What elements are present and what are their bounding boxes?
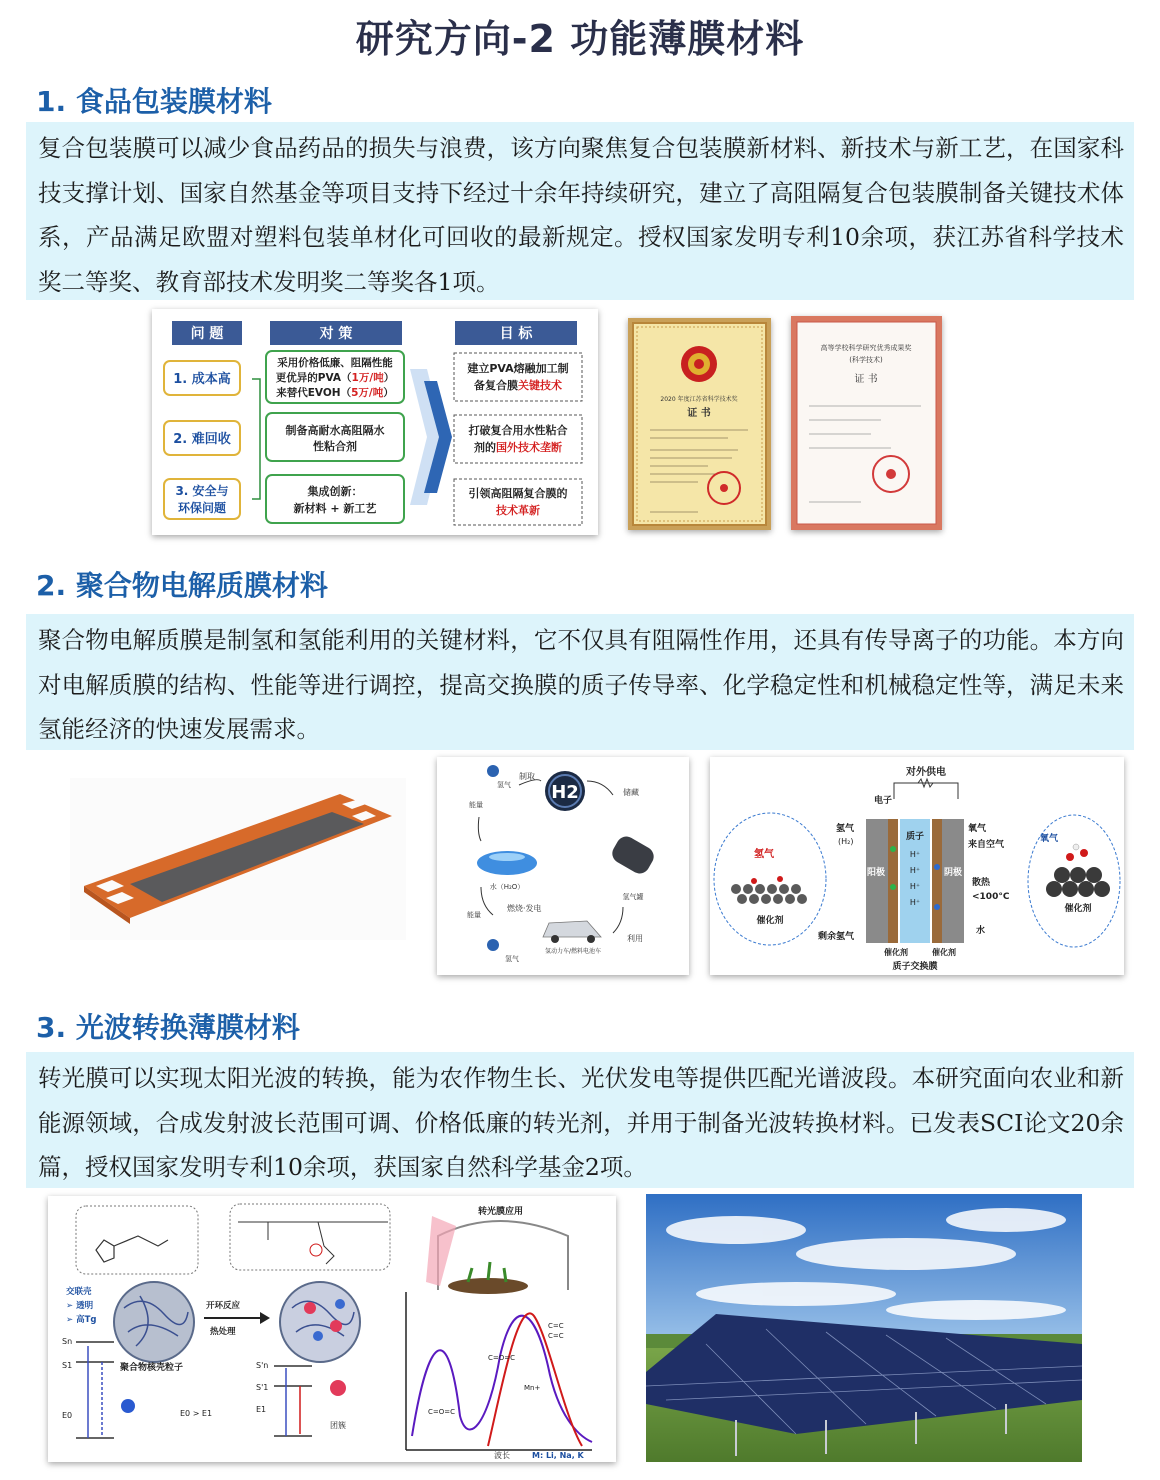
shell-item-1: ➢ 透明 [66,1301,94,1311]
fc-l19: 催化剂 [1064,904,1092,914]
shell-item-2: ➢ 高Tg [66,1315,97,1325]
certificate-moe [791,316,942,530]
energy-sn2: S'n [256,1361,269,1370]
header-problem: 问 题 [190,326,224,342]
strategy-1-line3: 来替代EVOH（5万/吨） [276,387,394,399]
blue-emission-icon [121,1399,135,1413]
app-title: 转光膜应用 [478,1207,524,1217]
goal-1-box [454,353,582,401]
anode-plate [866,819,888,943]
cycle-l3: 能量 [469,801,483,809]
cert2-line1b: (科学技术) [849,356,883,364]
fc-l5: 氧气 [968,824,987,834]
membrane-electrode-photo [70,778,406,940]
group-3: C=C [548,1332,564,1340]
fc-l21: H⁺ [909,866,921,875]
fc-l9: 散热 [972,878,991,888]
page-title: 研究方向-2 功能薄膜材料 [355,17,805,61]
fc-l1: 电子 [873,796,892,806]
reaction-label: 开环反应 [206,1301,241,1311]
header-strategy: 对 策 [319,326,353,342]
cert2-line1: 高等学校科学研究优秀成果奖 [820,344,912,352]
fc-l23: H⁺ [909,898,921,907]
cert2-line2: 证 书 [854,374,878,385]
group-1: C=O=C [428,1408,456,1416]
certificate-jiangsu [628,318,771,530]
problem-1: 1. 成本高 [173,372,231,387]
fc-l13: 催化剂 [884,948,908,957]
cathode-plate [942,819,964,943]
fuel-cell-diagram [710,757,1124,975]
cluster-icon [330,1380,346,1396]
fc-l22: H⁺ [909,882,921,891]
cert1-line2: 证 书 [687,408,711,419]
section-1-text: 复合包装膜可以减少食品药品的损失与浪费，该方向聚焦复合包装膜新材料、新技术与新工艺，在国家科技支撑计划、国家自然基金等项目支持下经过十余年持续研究，建立了高阻隔复合包装膜制备关键技术体系，产品满足欧盟对塑料包装单材化可回收的最新规定。授权国家发明专利10余项，获江苏省科学技术奖二等奖、教育部技术发明奖二等奖各1项。 [26,122,1134,300]
cycle-l7: 能量 [467,911,481,919]
group-2: C=C [548,1322,564,1330]
packaging-strategy-diagram [152,309,598,535]
cycle-l8: 氢气 [505,955,519,963]
heat-label: 热处理 [210,1327,236,1337]
goal-3-box [454,479,582,525]
spectrum-axes [406,1292,592,1450]
section-3-heading: 3. 光波转换薄膜材料 [36,1011,300,1044]
hydrogen-molecule-icon [487,765,499,777]
cluster-label: 团簇 [330,1421,346,1430]
fc-l20: H⁺ [909,850,921,859]
fc-l4: 质子 [905,832,925,842]
strategy-3-line1: 集成创新： [307,485,363,498]
cert1-line1: 2020 年度江苏省科学技术奖 [660,396,738,403]
shell-title: 交联壳 [66,1287,92,1297]
goal-3-line2: 技术革新 [496,504,540,517]
problem-3-line2: 环保问题 [177,501,227,515]
excitation-curve [412,1316,592,1442]
fc-l18: 氧气 [1040,834,1059,844]
section-2-heading: 2. 聚合物电解质膜材料 [36,569,328,602]
cycle-l9: 氢动力车/燃料电池车 [544,948,602,955]
fc-l17: 催化剂 [756,916,784,926]
energy-e1: E1 [256,1405,267,1414]
goal-2-line2: 剂的国外技术垄断 [474,441,562,454]
fc-l0: 对外供电 [906,767,946,778]
fc-l6: 来自空气 [968,840,1005,850]
section-3-text: 转光膜可以实现太阳光波的转换，能为农作物生长、光伏发电等提供匹配光谱波段。本研究面向农业和新能源领域，合成发射波长范围可调、价格低廉的转光剂，并用于制备光波转换材料。已发表SCI论文20余篇，授权国家发明专利10余项，获国家自然科学基金2项。 [26,1052,1134,1188]
strategy-1-line2: 更优异的PVA（1万/吨） [275,372,395,384]
goal-2-line1: 打破复合用水性粘合 [468,424,568,437]
energy-sn: Sn [62,1337,73,1346]
cycle-l1: 制取 [519,772,535,781]
goal-1-line2: 备复合膜关键技术 [474,379,562,392]
cathode-catalyst-layer [932,819,942,943]
fc-l15: 质子交换膜 [892,962,938,972]
group-4: C=O=C [488,1354,516,1362]
hydrogen-cycle-diagram [437,757,689,975]
core-shell-particle [114,1282,194,1362]
header-goal: 目 标 [499,326,533,342]
energy-e0: E0 [62,1411,73,1420]
particle-label: 聚合物核壳粒子 [120,1363,184,1373]
fc-l11: 剩余氢气 [818,932,855,942]
fc-l10: <100°C [972,892,1010,902]
anode-catalyst-layer [888,819,898,943]
problem-2: 2. 难回收 [173,432,231,447]
fc-l14: 催化剂 [932,948,956,957]
metals-label: M: Li, Na, K [532,1451,584,1460]
strategy-3-line2: 新材料 + 新工艺 [293,502,377,515]
loaded-particle [280,1282,360,1362]
car-icon [543,921,601,937]
cycle-l6: 燃烧·发电 [507,904,542,913]
hydrogen-molecule-icon-2 [487,939,499,951]
goal-3-line1: 引领高阻隔复合膜的 [468,487,568,500]
goal-1-line1: 建立PVA熔融加工制 [467,362,569,375]
monomer-bubble [76,1206,198,1274]
solar-panel-photo [646,1194,1082,1462]
h2-label: H2 [551,782,579,803]
section-1-heading: 1. 食品包装膜材料 [36,85,272,118]
energy-compare: E0 > E1 [180,1409,213,1418]
cycle-l2: 储藏 [623,788,639,797]
fc-l8: 阴极 [943,868,963,878]
fc-l2: 氢气 [836,824,855,834]
goal-2-box [454,415,582,463]
polymer-bubble [230,1204,390,1270]
energy-s12: S'1 [256,1383,269,1392]
strategy-2-line2: 性粘合剂 [313,440,357,453]
group-5: Mn+ [524,1384,541,1392]
xaxis-label: 波长 [494,1451,510,1460]
fc-l16: 氢气 [754,849,774,860]
cycle-l10: 利用 [627,934,643,943]
strategy-2-line1: 制备高耐水高阻隔水 [285,424,385,437]
fc-l3: (H₂) [838,837,854,846]
fc-l12: 水 [976,926,986,936]
light-conversion-scheme [48,1196,616,1462]
strategy-1-line1: 采用价格低廉、阻隔性能 [277,357,393,369]
fc-l7: 阳极 [866,868,886,878]
energy-s1: S1 [62,1361,73,1370]
cycle-l0: 氢气 [497,781,511,789]
cycle-l4: 水（H₂O） [489,883,525,891]
strategy-2-box [266,413,404,461]
strategy-3-box [266,475,404,523]
emission-curve [488,1313,582,1446]
hydrogen-tank-icon [609,833,658,877]
problem-3-line1: 3. 安全与 [175,484,229,498]
cycle-l5: 氢气罐 [622,893,644,901]
section-2-text: 聚合物电解质膜是制氢和氢能利用的关键材料，它不仅具有阻隔性作用，还具有传导离子的功能。本方向对电解质膜的结构、性能等进行调控，提高交换膜的质子传导率、化学稳定性和机械稳定性等，满足未来氢能经济的快速发展需求。 [26,614,1134,750]
